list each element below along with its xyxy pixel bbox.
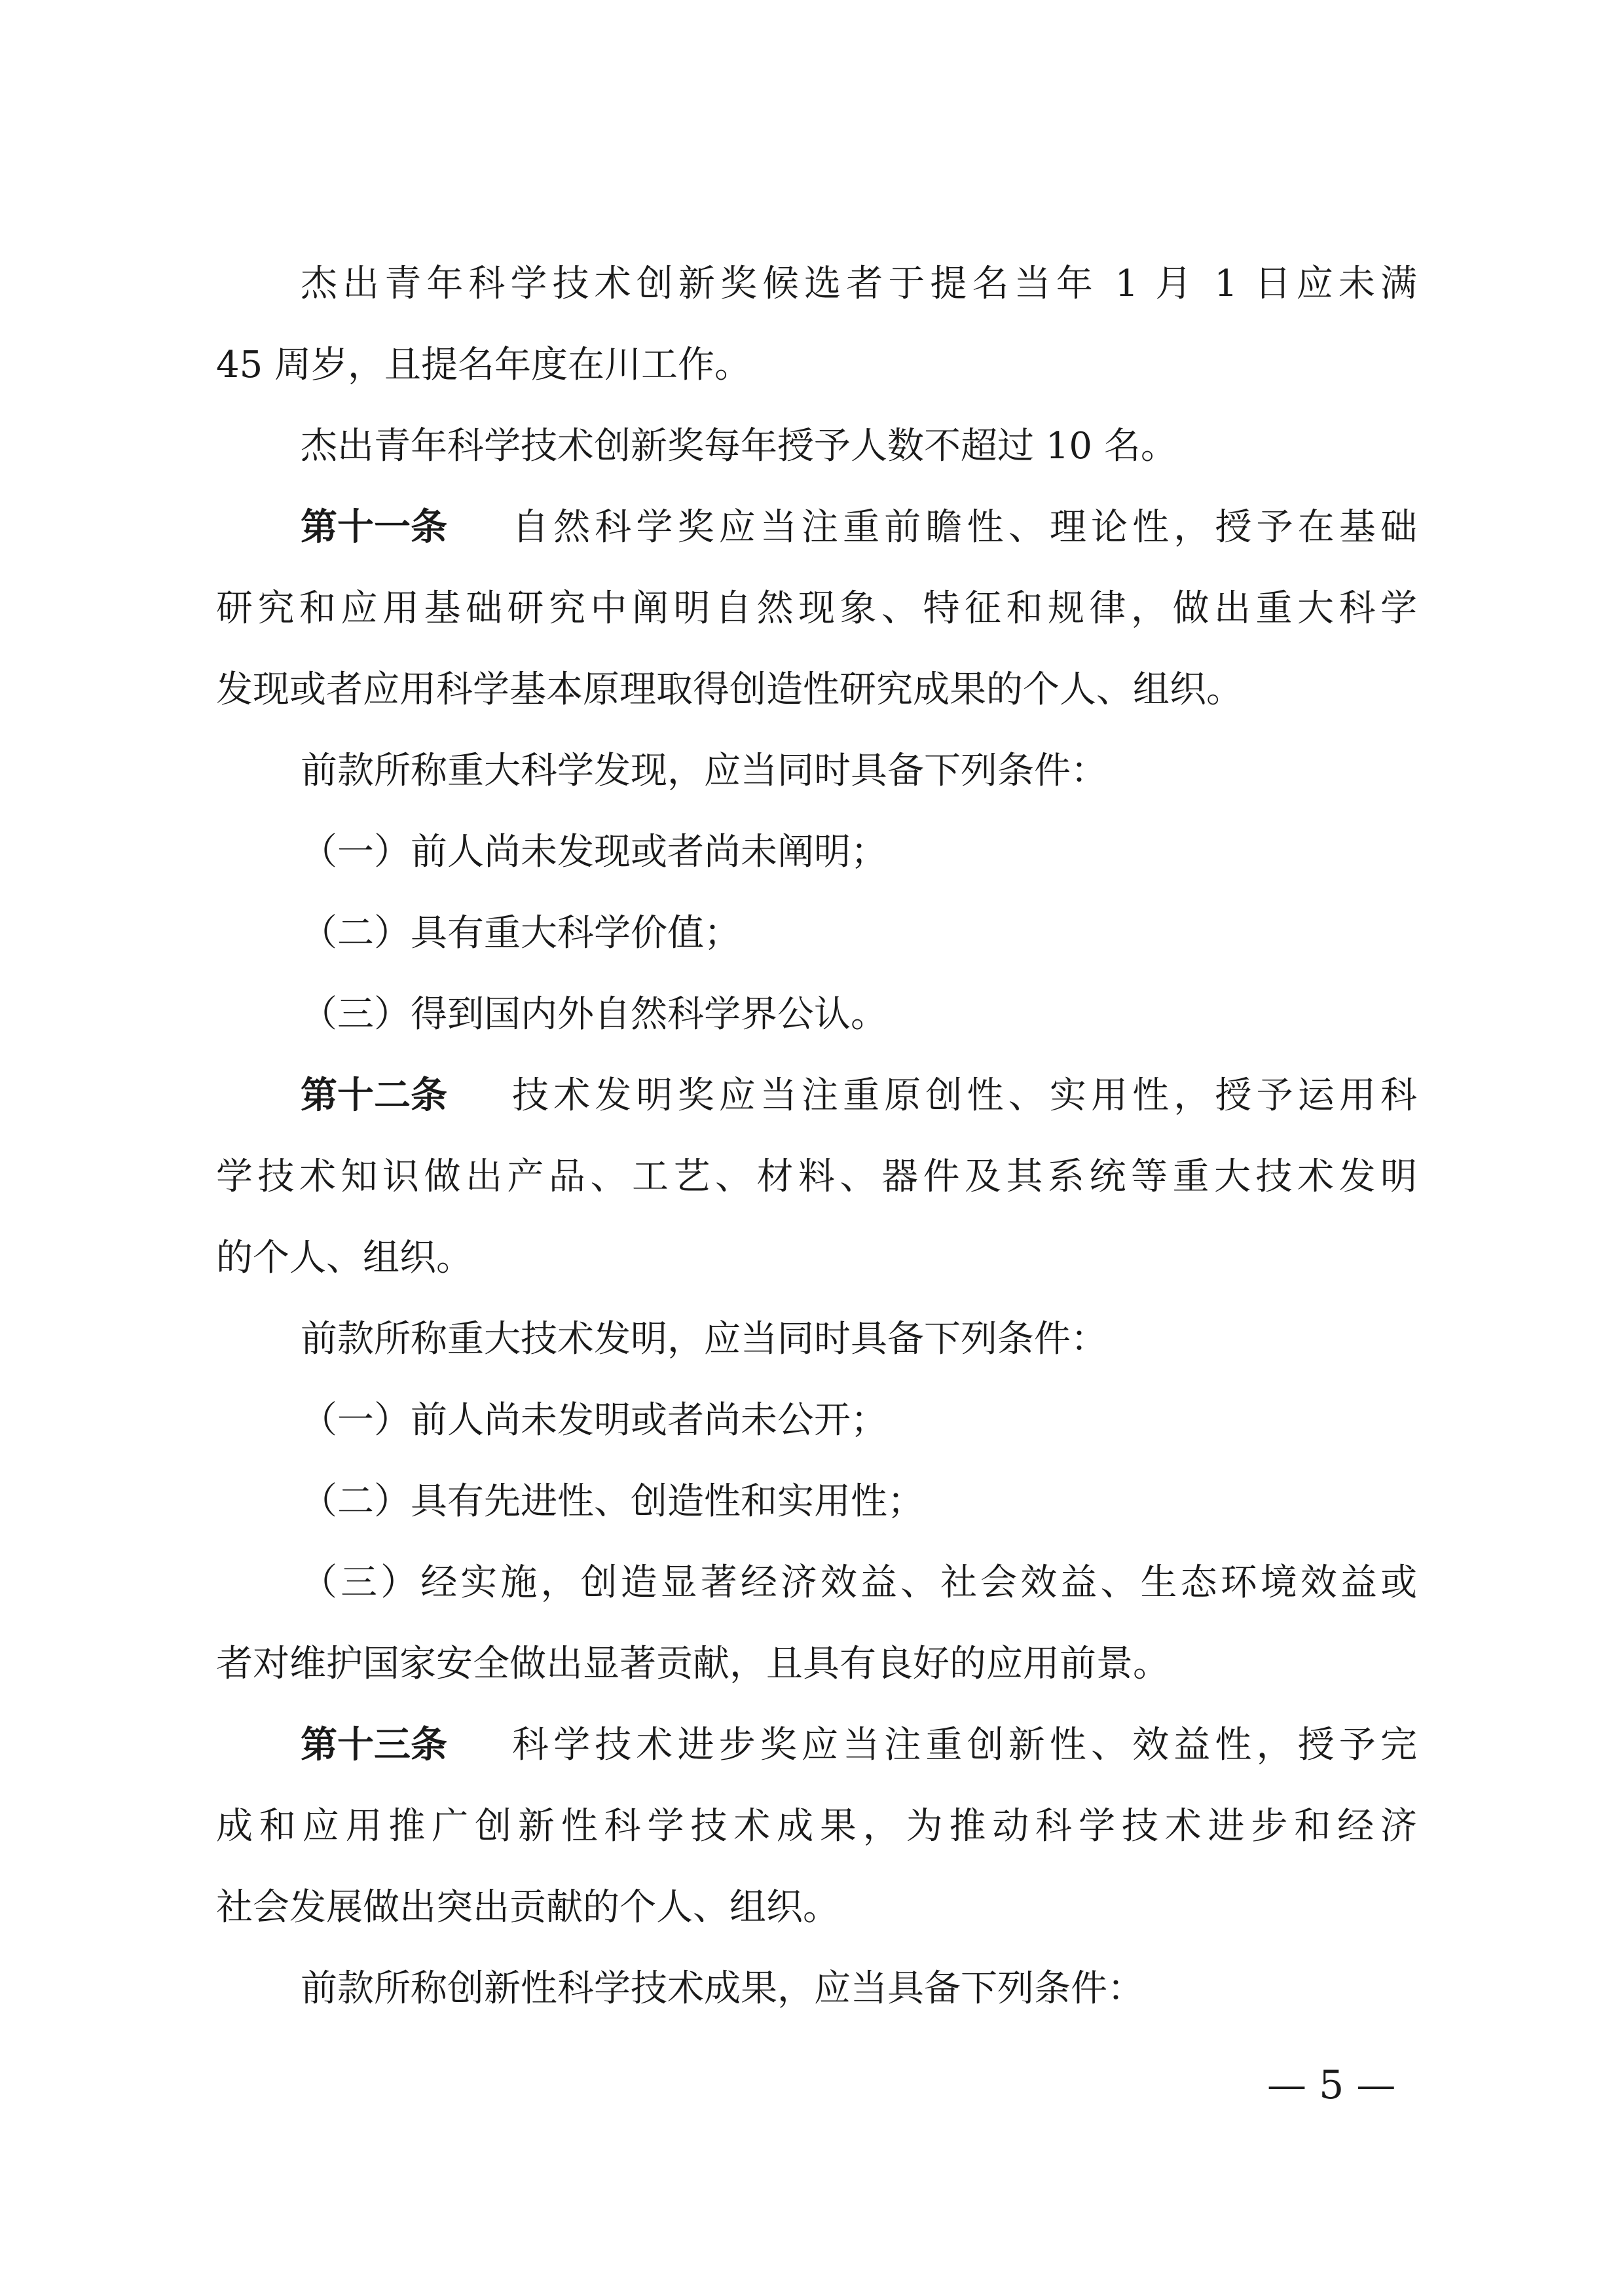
- line-text: 前款所称创新性科学技术成果，应当具备下列条件：: [301, 1967, 1144, 2010]
- line-text: 发现或者应用科学基本原理取得创造性研究成果的个人、组织。: [216, 668, 1243, 711]
- paragraph-line: [0, 731, 1624, 812]
- list-item: [0, 974, 1624, 1055]
- line-text: 的个人、组织。: [216, 1237, 473, 1279]
- paragraph-line: [0, 1867, 1624, 1948]
- line-text: 前款所称重大科学发现，应当同时具备下列条件：: [301, 750, 1107, 792]
- list-item: [0, 1380, 1624, 1461]
- list-item: [0, 812, 1624, 893]
- line-text: （一）前人尚未发明或者尚未公开；: [301, 1399, 887, 1442]
- line-text: 科学技术进步奖应当注重创新性、效益性，授予完: [512, 1724, 1417, 1766]
- page-number: — 5 —: [1267, 2062, 1396, 2108]
- paragraph-line: [0, 1786, 1624, 1867]
- article-number: 第十三条: [301, 1724, 447, 1766]
- paragraph-line: [0, 1948, 1624, 2030]
- line-text: （三）经实施，创造显著经济效益、社会效益、生态环境效益或: [301, 1561, 1417, 1604]
- paragraph-line: [0, 568, 1624, 649]
- line-text: 前款所称重大技术发明，应当同时具备下列条件：: [301, 1318, 1107, 1360]
- list-item: [0, 893, 1624, 974]
- line-text: 者对维护国家安全做出显著贡献，且具有良好的应用前景。: [216, 1643, 1170, 1685]
- article-number: 第十一条: [301, 506, 447, 549]
- paragraph-line: [0, 406, 1624, 487]
- article-line: [0, 1055, 1624, 1137]
- paragraph-line: [0, 325, 1624, 406]
- line-text: 学技术知识做出产品、工艺、材料、器件及其系统等重大技术发明: [216, 1156, 1417, 1198]
- line-text: （二）具有重大科学价值；: [301, 912, 741, 955]
- line-text: 自然科学奖应当注重前瞻性、理论性，授予在基础: [512, 506, 1417, 549]
- line-text: 杰出青年科学技术创新奖每年授予人数不超过 10 名。: [301, 425, 1177, 467]
- line-text: 技术发明奖应当注重原创性、实用性，授予运用科: [512, 1074, 1417, 1117]
- paragraph-line: [0, 1299, 1624, 1380]
- paragraph-line: [0, 244, 1624, 325]
- line-text: 45 周岁，且提名年度在川工作。: [216, 344, 752, 386]
- line-text: 杰出青年科学技术创新奖候选者于提名当年 1 月 1 日应未满: [301, 263, 1417, 305]
- article-line: [0, 487, 1624, 568]
- line-text: 社会发展做出突出贡献的个人、组织。: [216, 1886, 840, 1929]
- line-text: （一）前人尚未发现或者尚未阐明；: [301, 831, 887, 873]
- paragraph-line: [0, 1624, 1624, 1705]
- line-text: （三）得到国内外自然科学界公认。: [301, 993, 887, 1036]
- line-text: （二）具有先进性、创造性和实用性；: [301, 1480, 924, 1523]
- line-text: 研究和应用基础研究中阐明自然现象、特征和规律，做出重大科学: [216, 587, 1417, 630]
- article-line: [0, 1705, 1624, 1786]
- list-item: [0, 1461, 1624, 1542]
- article-number: 第十二条: [301, 1074, 447, 1117]
- paragraph-line: [0, 1218, 1624, 1299]
- list-item: [0, 1542, 1624, 1624]
- paragraph-line: [0, 649, 1624, 731]
- paragraph-line: [0, 1137, 1624, 1218]
- line-text: 成和应用推广创新性科学技术成果，为推动科学技术进步和经济: [216, 1805, 1417, 1848]
